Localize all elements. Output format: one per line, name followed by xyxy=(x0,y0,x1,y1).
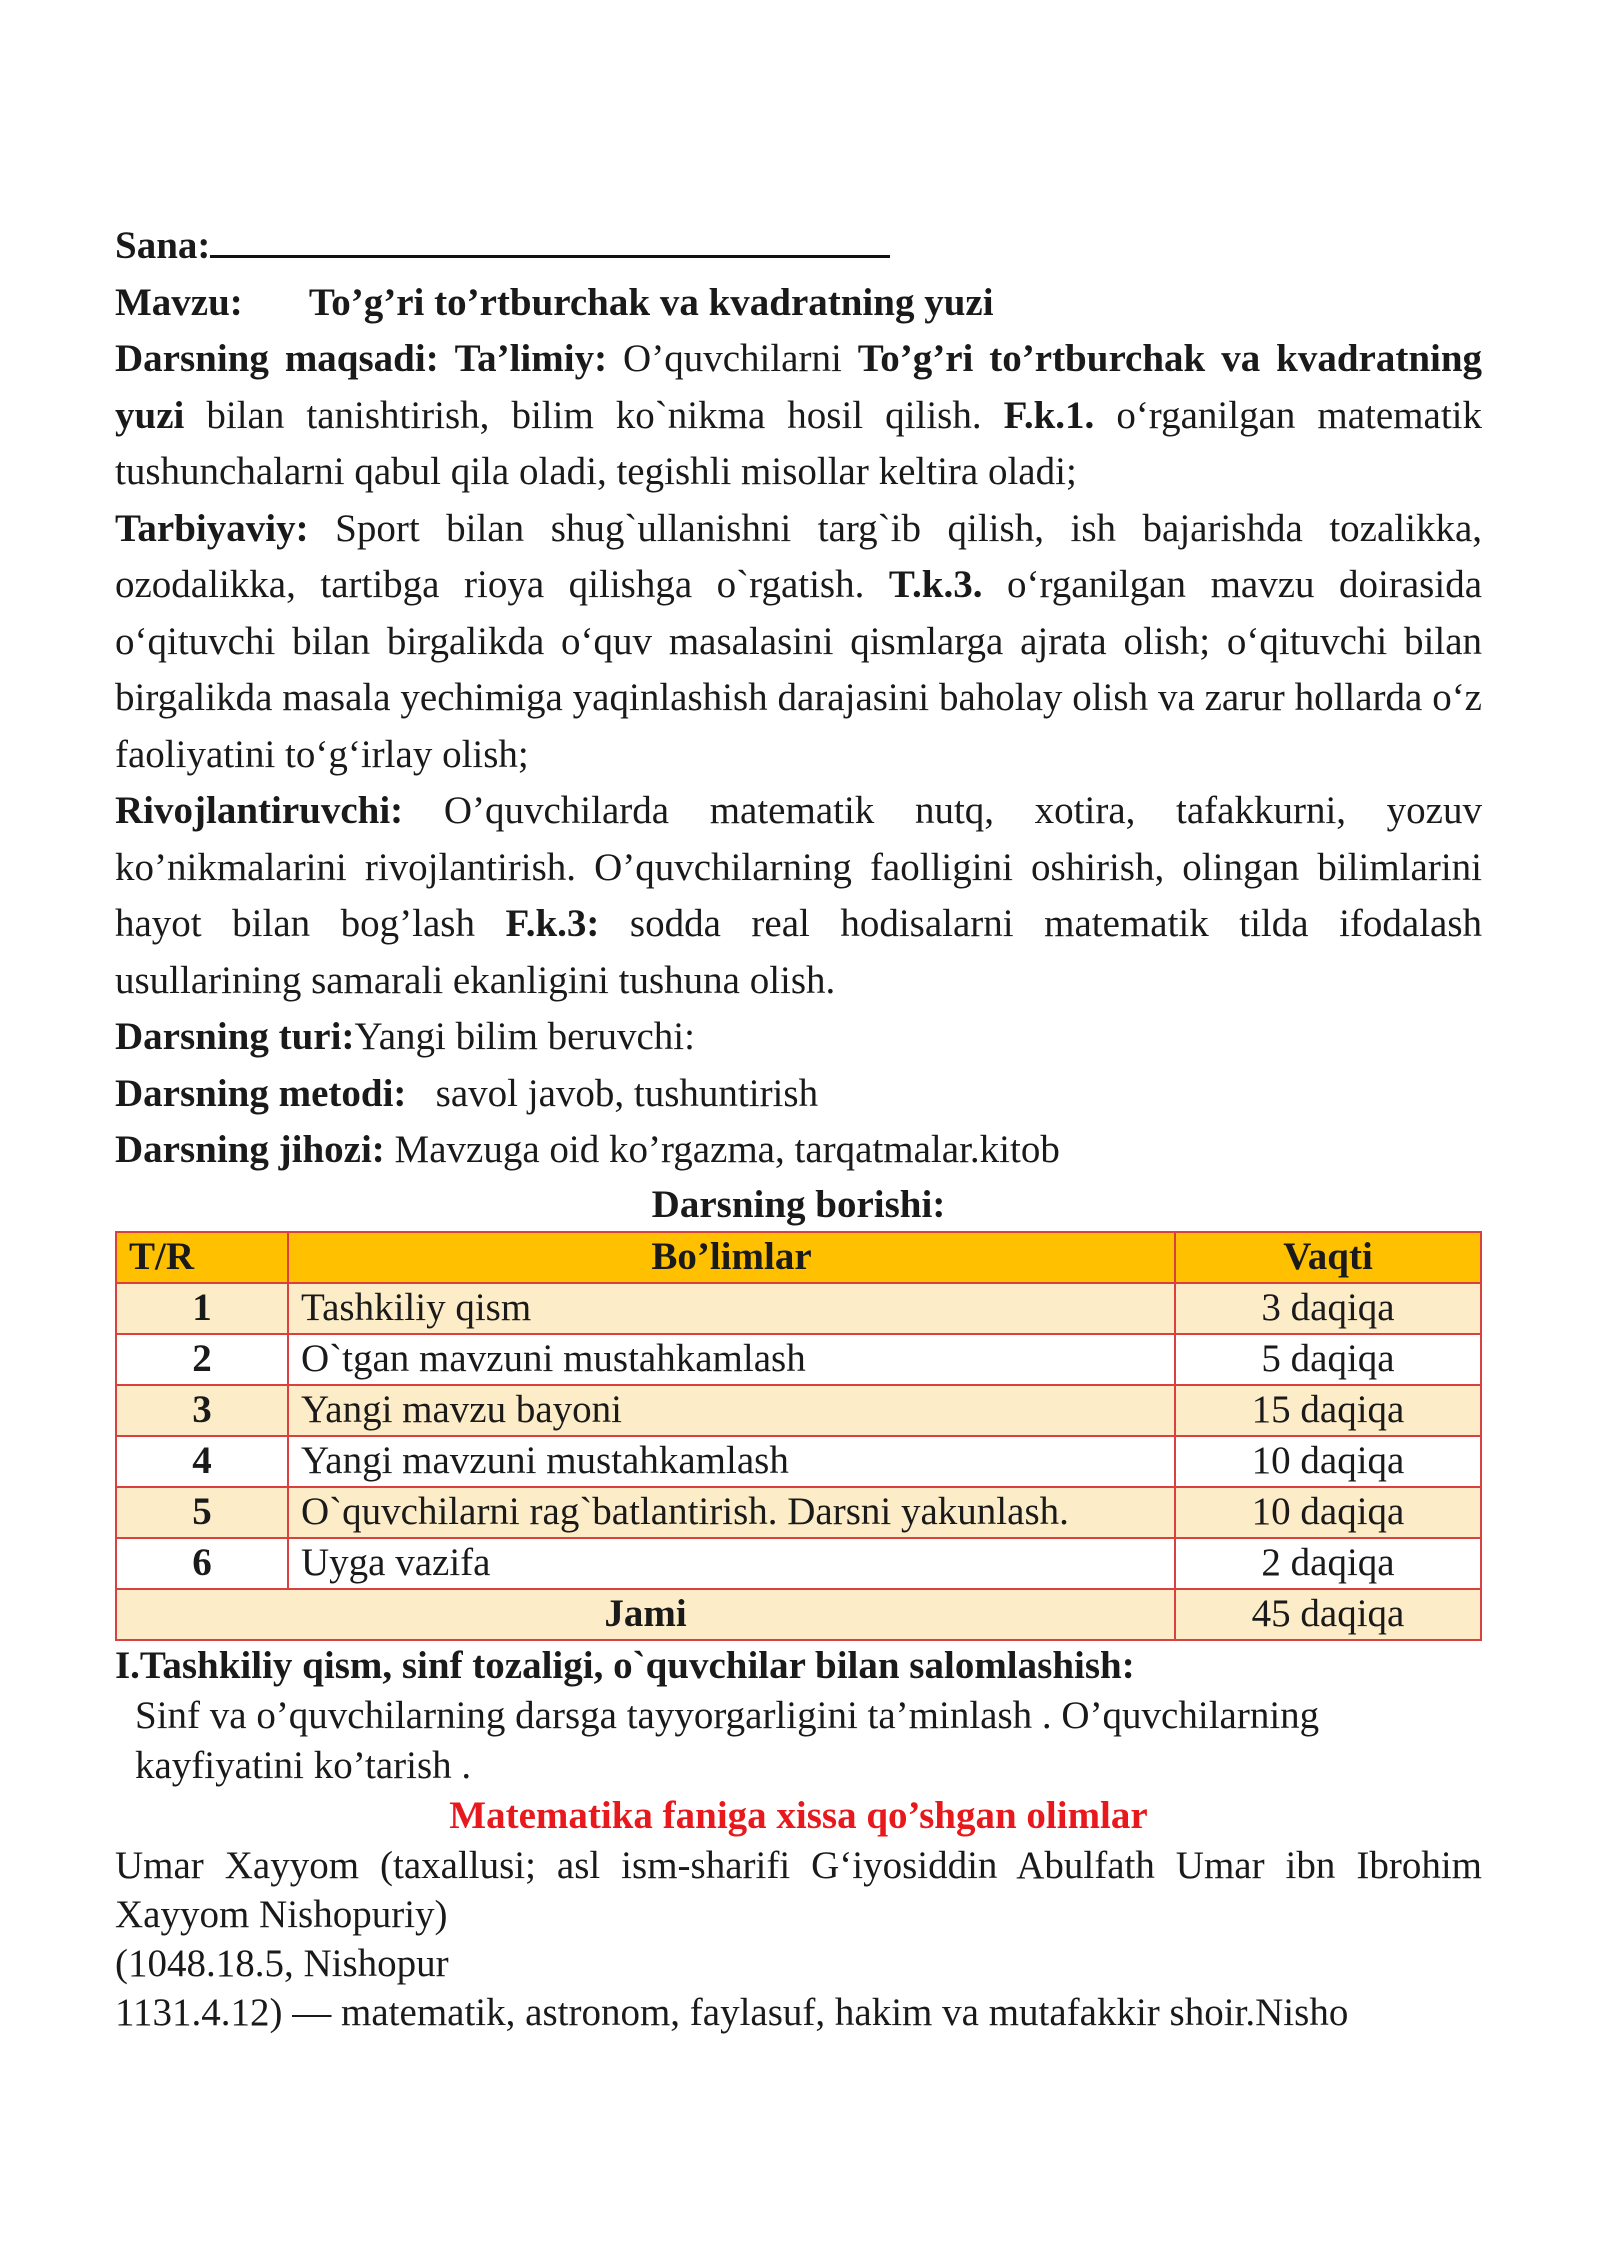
borishi-title: Darsning borishi: xyxy=(651,1182,946,1226)
fk3-code: F.k.3: xyxy=(505,902,600,945)
maqsad-text-1: O’quvchilarni xyxy=(623,337,842,380)
maqsad-topic: To’g’ri to’rtburchak va kvadratning yuzi xyxy=(115,337,1483,437)
row-section: Tashkiliy qism xyxy=(288,1283,1175,1334)
tashkiliy-text: Sinf va o’quvchilarning darsga tayyorgarligini ta’minlash . O’quvchilarning kayfiyatini ko’tarish . xyxy=(135,1693,1320,1787)
row-section: Uyga vazifa xyxy=(288,1538,1175,1589)
olimlar-heading: Matematika faniga xissa qo’shgan olimlar xyxy=(449,1793,1148,1837)
row-section: O`quvchilarni rag`batlantirish. Darsni yakunlash. xyxy=(288,1487,1175,1538)
mavzu-title: To’g’ri to’rtburchak va kvadratning yuzi xyxy=(308,280,994,324)
header-tr: T/R xyxy=(116,1232,288,1283)
turi-value: Yangi bilim beruvchi: xyxy=(354,1015,695,1058)
table-header-row xyxy=(116,1232,1481,1283)
row-section: O`tgan mavzuni mustahkamlash xyxy=(288,1334,1175,1385)
talimiy-label: Ta’limiy: xyxy=(454,337,608,380)
borishi-title-line xyxy=(115,1179,1482,1231)
olimlar-paragraph-1: Umar Xayyom (taxallusi; asl ism-sharifi G‘iyosiddin Abulfath Umar ibn Ibrohim Xayyom Nishopuriy) xyxy=(115,1843,1482,1936)
maqsad-paragraph xyxy=(115,331,1482,501)
row-time: 5 daqiqa xyxy=(1175,1334,1481,1385)
rivojlantiruvchi-label: Rivojlantiruvchi: xyxy=(115,789,404,832)
rivojlantiruvchi-paragraph xyxy=(115,783,1482,1009)
tashkiliy-heading: I.Tashkiliy qism, sinf tozaligi, o`quvchilar bilan salomlashish: xyxy=(115,1643,1135,1687)
olimlar-paragraph-3: 1131.4.12) — matematik, astronom, faylasuf, hakim va mutafakkir shoir.Nisho xyxy=(115,1990,1349,2034)
document-page xyxy=(115,0,1482,2037)
jihozi-label: Darsning jihozi: xyxy=(115,1128,385,1171)
row-number: 4 xyxy=(116,1436,288,1487)
row-number: 1 xyxy=(116,1283,288,1334)
header-bolimlar: Bo’limlar xyxy=(288,1232,1175,1283)
table-row xyxy=(116,1538,1481,1589)
rivojlantiruvchi-text-2: sodda real hodisalarni matematik tilda ifodalash usullarining samarali ekanligini tushuna olish. xyxy=(115,902,1483,1002)
mavzu-line xyxy=(115,275,1482,332)
maqsad-text-2: bilan tanishtirish, bilim ko`nikma hosil qilish. xyxy=(206,393,982,437)
total-time: 45 daqiqa xyxy=(1175,1589,1481,1640)
maqsad-label: Darsning maqsadi: xyxy=(115,337,439,380)
table-row xyxy=(116,1436,1481,1487)
tk3-code: T.k.3. xyxy=(888,563,983,606)
tarbiyaviy-label: Tarbiyaviy: xyxy=(115,506,309,550)
row-number: 6 xyxy=(116,1538,288,1589)
fk1-code: F.k.1. xyxy=(1003,393,1095,437)
row-number: 5 xyxy=(116,1487,288,1538)
jihozi-line xyxy=(115,1122,1482,1179)
metodi-value: savol javob, tushuntirish xyxy=(435,1071,819,1115)
row-number: 3 xyxy=(116,1385,288,1436)
metodi-label: Darsning metodi: xyxy=(115,1071,407,1115)
sana-line xyxy=(115,218,1482,275)
table-row xyxy=(116,1334,1481,1385)
rivojlantiruvchi-text-1: O’quvchilarda matematik nutq, xotira, tafakkurni, yozuv ko’nikmalarini rivojlantirish. O’quvchilarning faolligini oshirish, olingan bilimlarini hayot bilan bog’lash xyxy=(115,789,1482,945)
row-time: 10 daqiqa xyxy=(1175,1436,1481,1487)
lesson-plan-table xyxy=(115,1231,1482,1641)
row-time: 2 daqiqa xyxy=(1175,1538,1481,1589)
tarbiyaviy-paragraph xyxy=(115,501,1482,784)
table-total-row xyxy=(116,1589,1481,1640)
mavzu-label: Mavzu: xyxy=(115,280,243,324)
tarbiyaviy-text-1: Sport bilan shug`ullanishni targ`ib qilish, ish bajarishda tozalikka, ozodalikka, tartibga rioya qilishga o`rgatish. xyxy=(115,506,1483,606)
row-number: 2 xyxy=(116,1334,288,1385)
tashkiliy-heading-line xyxy=(115,1641,1482,1691)
table-row xyxy=(116,1487,1481,1538)
row-time: 10 daqiqa xyxy=(1175,1487,1481,1538)
sana-blank xyxy=(210,225,890,258)
row-time: 15 daqiqa xyxy=(1175,1385,1481,1436)
table-row xyxy=(116,1283,1481,1334)
table-row xyxy=(116,1385,1481,1436)
row-section: Yangi mavzu bayoni xyxy=(288,1385,1175,1436)
tarbiyaviy-text-2: o‘rganilgan mavzu doirasida o‘qituvchi bilan birgalikda o‘quv masalasini qismlarga ajrata olish; o‘qituvchi bilan birgalikda masala yechimiga yaqinlashish darajasini baholay olish va zarur hollarda o‘z faoliyatini to‘g‘irlay olish; xyxy=(115,563,1482,776)
row-time: 3 daqiqa xyxy=(1175,1283,1481,1334)
turi-label: Darsning turi: xyxy=(115,1015,355,1058)
total-label: Jami xyxy=(116,1589,1175,1640)
turi-line xyxy=(115,1009,1482,1066)
header-vaqti: Vaqti xyxy=(1175,1232,1481,1283)
jihozi-value: Mavzuga oid ko’rgazma, tarqatmalar.kitob xyxy=(394,1128,1060,1171)
olimlar-paragraph-2: (1048.18.5, Nishopur xyxy=(115,1941,449,1985)
maqsad-text-3: o‘rganilgan matematik tushunchalarni qabul qila oladi, tegishli misollar keltira oladi; xyxy=(115,393,1482,493)
sana-label: Sana: xyxy=(115,224,211,267)
metodi-line xyxy=(115,1066,1482,1123)
row-section: Yangi mavzuni mustahkamlash xyxy=(288,1436,1175,1487)
